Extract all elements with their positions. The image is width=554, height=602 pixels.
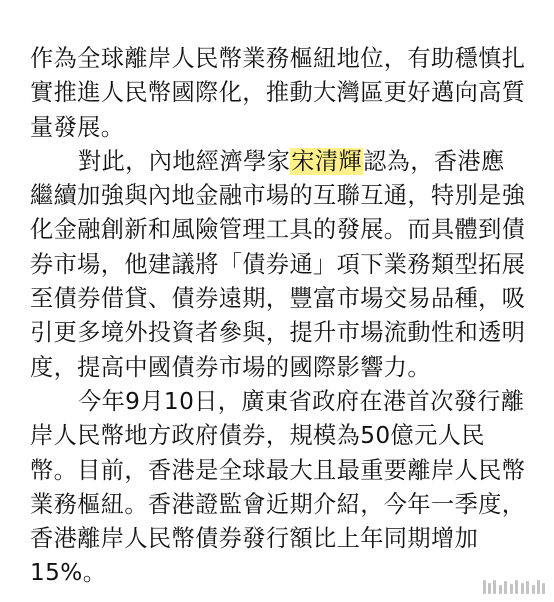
article-body bbox=[30, 42, 530, 591]
text-line: 化金融創新和風險管理工具的發展。而具體到債 bbox=[30, 216, 526, 244]
text-segment: 認為，香港應 bbox=[363, 147, 505, 175]
text-line bbox=[30, 145, 530, 179]
text-line: 15%。 bbox=[30, 559, 107, 587]
paragraph-2 bbox=[30, 145, 530, 385]
text-line: 實推進人民幣國際化，推動大灣區更好邁向高質 bbox=[30, 79, 526, 107]
text-line: 作為全球離岸人民幣業務樞紐地位，有助穩慎扎 bbox=[30, 45, 526, 72]
text-line: 度，提高中國債券市場的國際影響力。 bbox=[30, 353, 431, 381]
text-line: 至債券借貸、債券遠期，豐富市場交易品種，吸 bbox=[30, 285, 526, 313]
paragraph-3 bbox=[30, 385, 530, 591]
text-line: 幣。目前，香港是全球最大且最重要離岸人民幣 bbox=[30, 456, 526, 484]
text-line: 今年9月10日，廣東省政府在港首次發行離 bbox=[78, 387, 525, 415]
text-line: 引更多境外投資者參與，提升市場流動性和透明 bbox=[30, 319, 526, 347]
text-line: 香港離岸人民幣債券發行額比上年同期增加 bbox=[30, 525, 479, 553]
text-segment: 對此，內地經濟學家 bbox=[78, 147, 291, 175]
highlighted-name: 宋清輝 bbox=[291, 147, 363, 175]
text-line: 繼續加強與內地金融市場的互聯互通，特別是強 bbox=[30, 182, 526, 210]
watermark bbox=[482, 578, 546, 596]
text-line: 券市場，他建議將「債券通」項下業務類型拓展 bbox=[30, 250, 526, 278]
paragraph-1 bbox=[30, 42, 530, 145]
watermark-logo-icon bbox=[482, 578, 546, 596]
text-line: 業務樞紐。香港證監會近期介紹，今年一季度， bbox=[30, 490, 526, 518]
text-line: 量發展。 bbox=[30, 113, 125, 141]
text-line: 岸人民幣地方政府債券，規模為50億元人民 bbox=[30, 422, 485, 450]
